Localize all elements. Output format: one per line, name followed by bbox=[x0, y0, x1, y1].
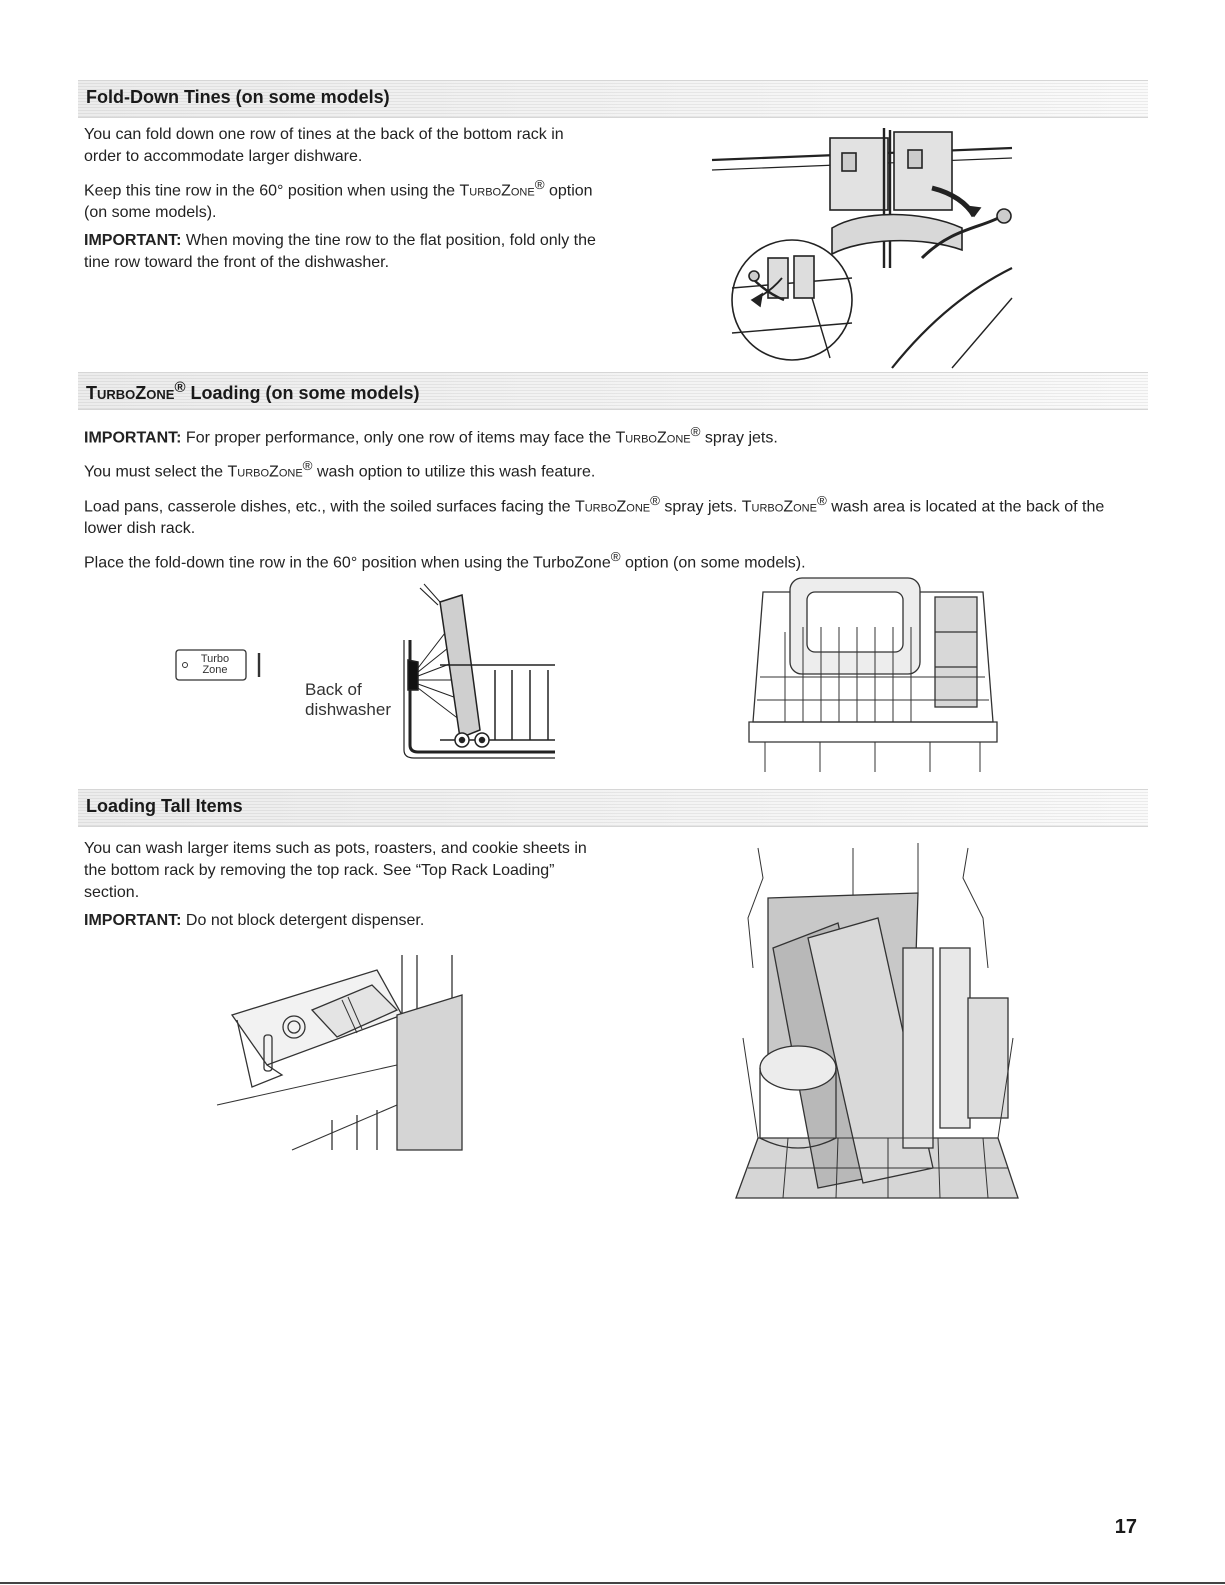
tall-items-paragraph-2: IMPORTANT: Do not block detergent dispenser. bbox=[84, 912, 425, 929]
fold-down-paragraph-3: IMPORTANT: When moving the tine row to the flat position, fold only the tine row toward the front of the dishwasher. bbox=[84, 232, 596, 272]
page-number: 17 bbox=[1114, 1516, 1137, 1538]
fold-down-text bbox=[84, 124, 604, 280]
turbozone-paragraph-2: You must select the TurboZone® wash option to utilize this wash feature. bbox=[84, 458, 596, 481]
turbozone-text bbox=[84, 421, 1134, 580]
section-header-turbozone bbox=[78, 372, 1148, 410]
tall-items-rack-illustration bbox=[728, 838, 1023, 1223]
turbozone-button-label: Turbo Zone bbox=[200, 653, 230, 676]
turbozone-paragraph-4: Place the fold-down tine row in the 60° position when using the TurboZone® option (on some models). bbox=[84, 548, 806, 572]
tall-items-text bbox=[84, 838, 594, 938]
section-title-turbozone: TurboZone® Loading (on some models) bbox=[86, 379, 420, 403]
section-header-fold-down bbox=[78, 80, 1148, 118]
fold-down-tines-illustration bbox=[712, 118, 1032, 373]
turbozone-paragraph-1: IMPORTANT: For proper performance, only one row of items may face the TurboZone® spray jets. bbox=[84, 424, 778, 447]
back-of-dishwasher-label: Back of dishwasher bbox=[305, 680, 391, 719]
tall-items-paragraph-1: You can wash larger items such as pots, roasters, and cookie sheets in the bottom rack by removing the top rack. See “Top Rack Loading” section. bbox=[84, 840, 587, 901]
important-label: IMPORTANT: bbox=[84, 429, 182, 447]
important-label: IMPORTANT: bbox=[84, 912, 182, 929]
turbozone-button-graphic bbox=[175, 649, 267, 683]
bottom-rule bbox=[0, 1582, 1225, 1584]
turbozone-paragraph-3: Load pans, casserole dishes, etc., with the soiled surfaces facing the TurboZone® spray jets. TurboZone® wash area is located at the back of the lower dish rack. bbox=[84, 492, 1105, 537]
section-header-tall-items bbox=[78, 789, 1148, 827]
section-title-tall-items: Loading Tall Items bbox=[86, 796, 243, 816]
important-label: IMPORTANT: bbox=[84, 232, 182, 250]
bottom-rack-illustration bbox=[745, 572, 1000, 782]
turbozone-side-view-illustration bbox=[400, 580, 560, 760]
section-title-fold-down: Fold-Down Tines (on some models) bbox=[86, 87, 390, 107]
fold-down-paragraph-1: You can fold down one row of tines at the back of the bottom rack in order to accommodate larger dishware. bbox=[84, 126, 564, 165]
detergent-dispenser-illustration bbox=[212, 955, 467, 1155]
fold-down-paragraph-2: Keep this tine row in the 60° position when using the TurboZone® option (on some models). bbox=[84, 177, 593, 222]
